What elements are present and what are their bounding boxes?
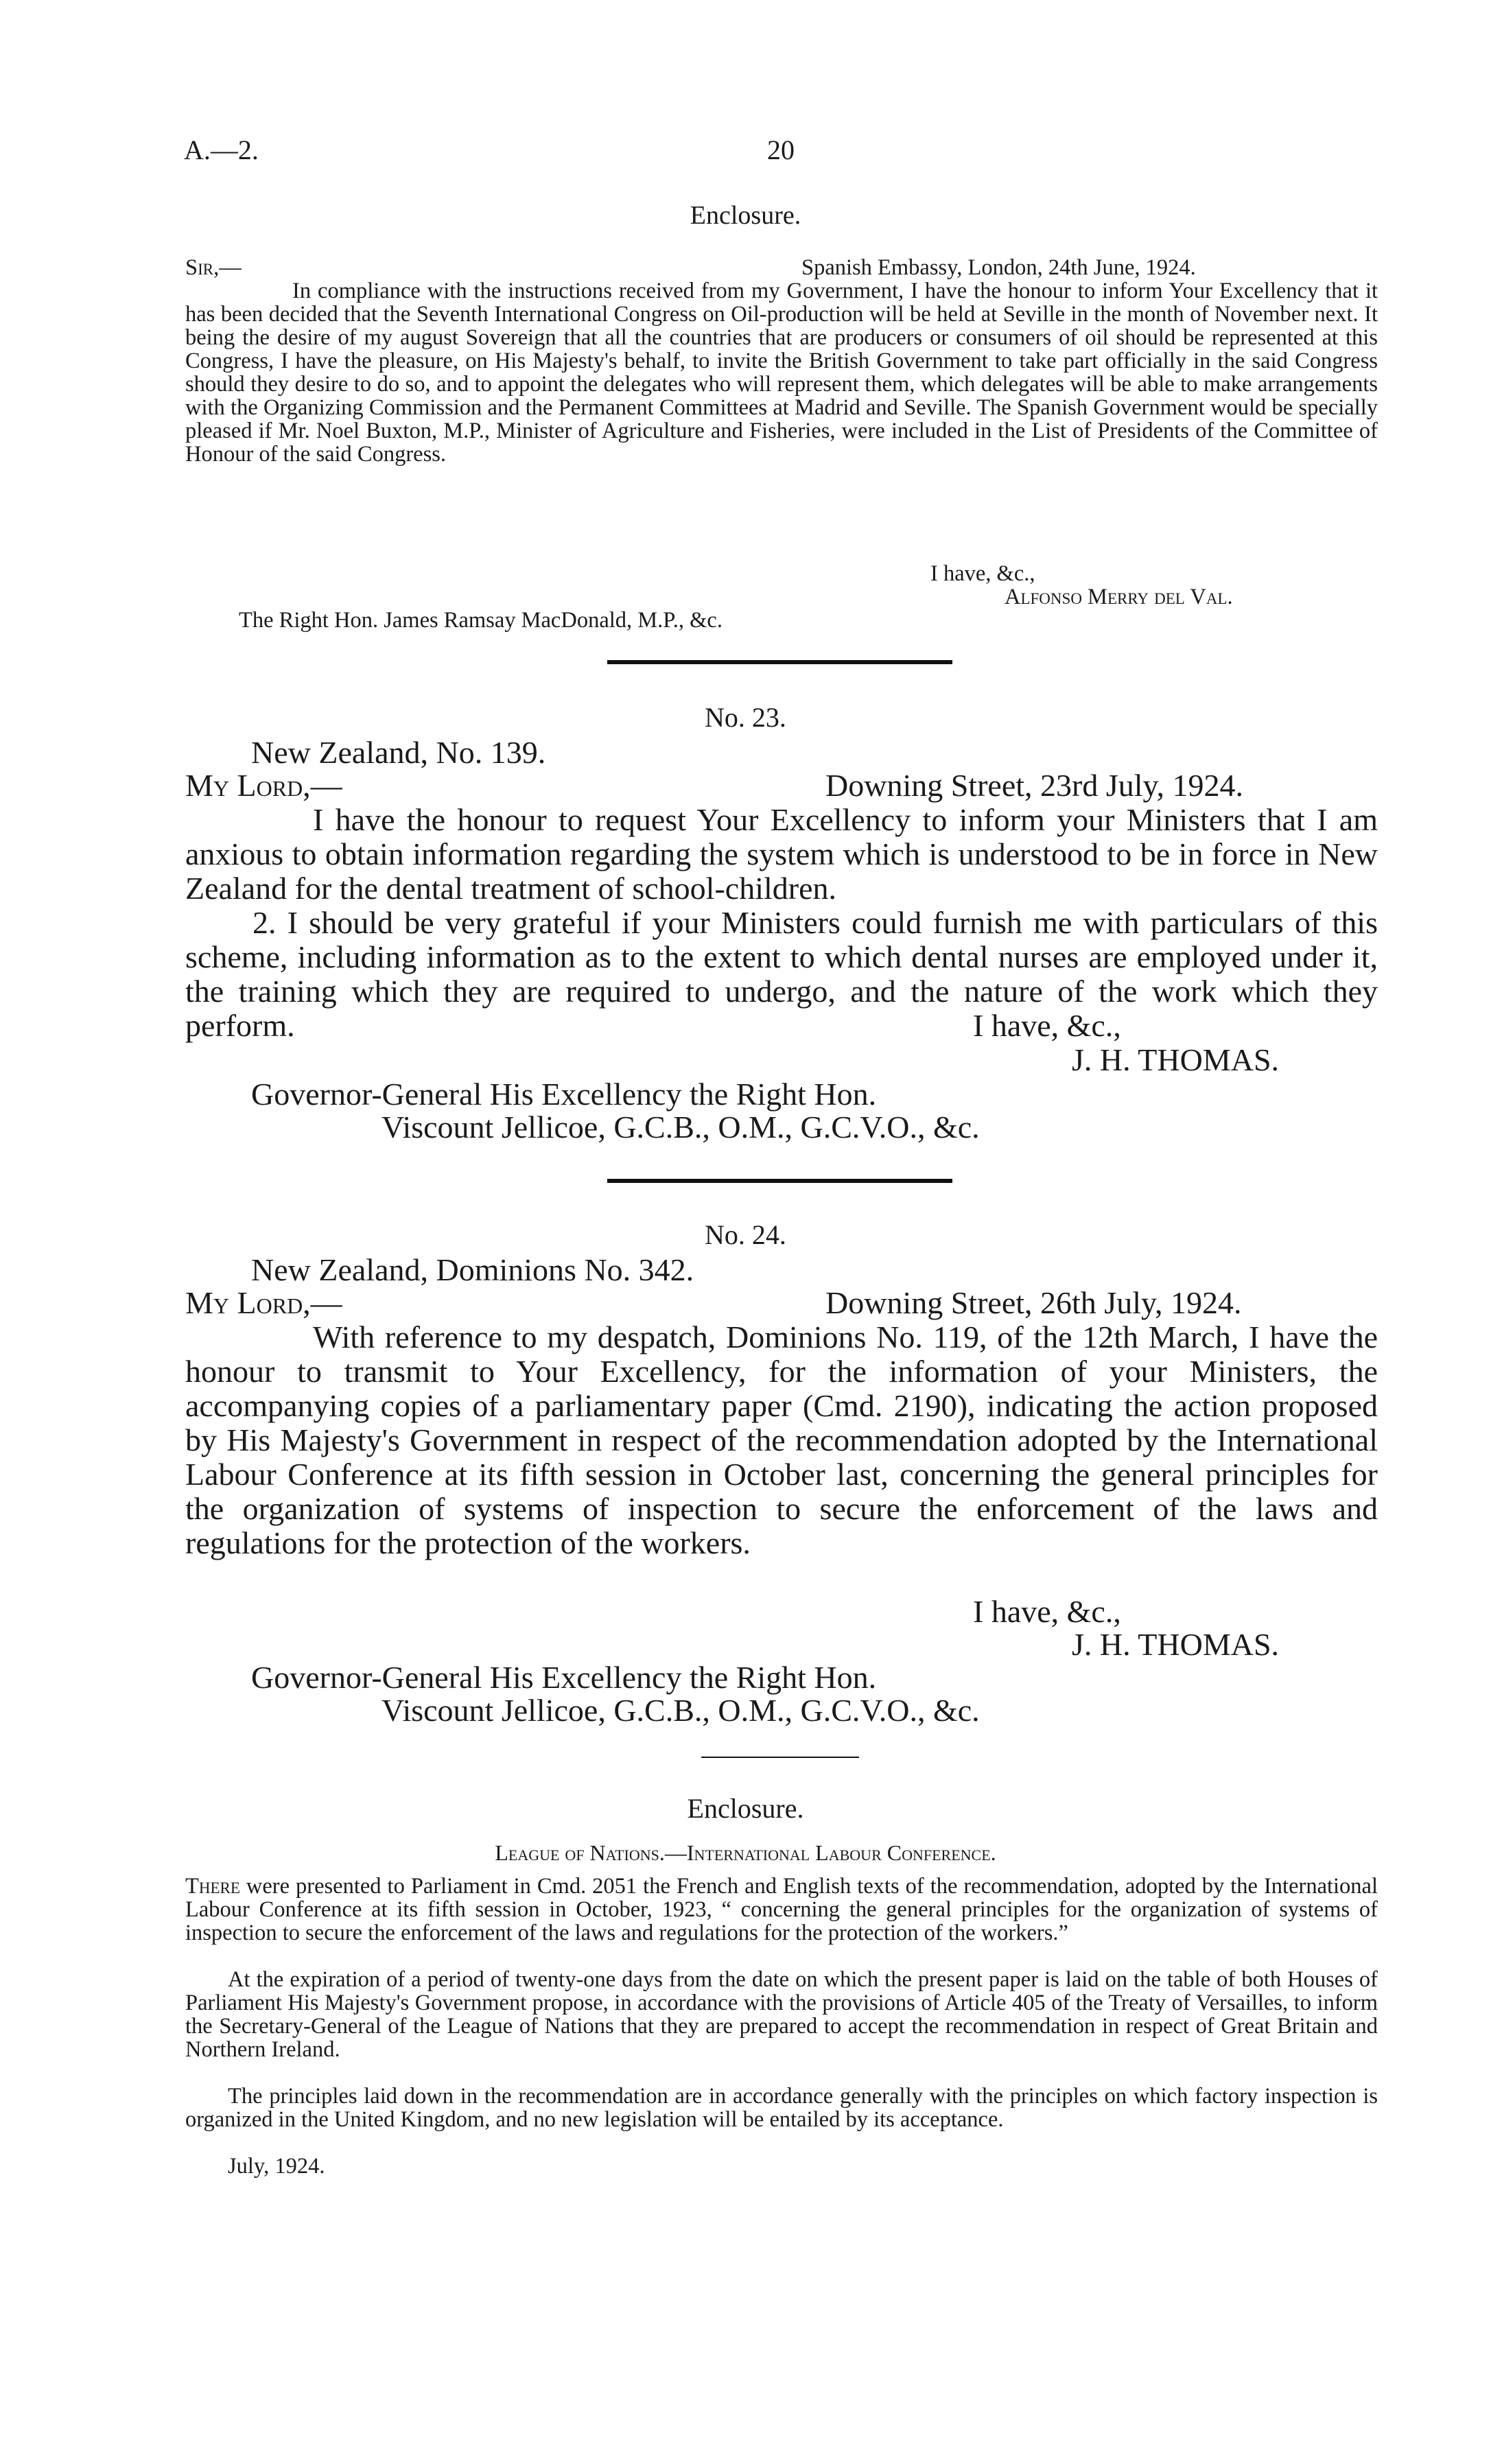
lead-word: There (185, 1874, 240, 1899)
sender-address: Downing Street, 23rd July, 1924. (825, 768, 1244, 803)
closing: I have, &c., (930, 561, 1035, 586)
addressee: Governor-General His Excellency the Right Hon. (251, 1077, 877, 1112)
sender-address: Downing Street, 26th July, 1924. (825, 1285, 1242, 1320)
closing: I have, &c., (973, 1594, 1121, 1629)
letter-paragraph: 2. I should be very grateful if your Ministers could furnish me with particulars of this scheme, including information as to the extent to which dental nurses are employed under it, the training which they are required to undergo, and the nature of the work which they perform. (185, 905, 1378, 1043)
enclosure-subheading: League of Nations.—International Labour Conference. (495, 1840, 996, 1865)
enclosure-date: July, 1924. (228, 2154, 325, 2179)
despatch-reference: New Zealand, No. 139. (251, 735, 546, 770)
signature: Alfonso Merry del Val. (1005, 585, 1233, 609)
enclosure-heading: Enclosure. (690, 201, 801, 230)
closing: I have, &c., (973, 1008, 1121, 1043)
enclosure-paragraph: At the expiration of a period of twenty-one days from the date on which the present paper is laid on the table of both Houses of Parliament His Majesty's Government propose, in accordance with the provisions of Article 405 of the Treaty of Versailles, to inform the Secretary-General of the League of Nations that they are prepared to accept the recommendation in respect of Great Britain and Northern Ireland. (185, 1967, 1378, 2062)
salutation: Sir,— (185, 255, 242, 280)
enclosure-paragraph: The principles laid down in the recommendation are in accordance generally with the principles on which factory inspection is organized in the United Kingdom, and no new legislation will be entailed by its acceptance. (185, 2084, 1378, 2132)
despatch-number: No. 23. (705, 702, 786, 733)
letter-paragraph: With reference to my despatch, Dominions No. 119, of the 12th March, I have the honour to transmit to Your Excellency, for the information of your Ministers, the accompanying copies of a parliamentary paper (Cmd. 2190), indicating the action proposed by His Majesty's Government in respect of the recommendation adopted by the International Labour Conference at its fifth session in October last, concerning the general principles for the organization of systems of inspection to secure the enforcement of the laws and regulations for the protection of the workers. (185, 1319, 1378, 1560)
section-divider (607, 660, 952, 664)
addressee: Viscount Jellicoe, G.C.B., O.M., G.C.V.O., &c. (381, 1693, 980, 1728)
salutation: My Lord,— (185, 1285, 342, 1320)
page-number: 20 (767, 134, 795, 165)
letter-body: In compliance with the instructions received from my Government, I have the honour to inform Your Excellency that it has been decided that the Seventh International Congress on Oil-production will be held at Seville in the month of November next. It being the desire of my august Sovereign that all the countries that are producers or consumers of oil should be represented at this Congress, I have the pleasure, on His Majesty's behalf, to invite the British Government to take part officially in the said Congress should they desire to do so, and to appoint the delegates who will represent them, which delegates will be able to make arrangements with the Organizing Commission and the Permanent Committees at Madrid and Seville. The Spanish Government would be specially pleased if Mr. Noel Buxton, M.P., Minister of Agriculture and Fisheries, were included in the List of Presidents of the Committee of Honour of the said Congress. (185, 279, 1378, 467)
addressee: Governor-General His Excellency the Right Hon. (251, 1660, 877, 1695)
signature: J. H. THOMAS. (1072, 1627, 1280, 1662)
section-divider (607, 1179, 952, 1183)
despatch-reference: New Zealand, Dominions No. 342. (251, 1252, 694, 1287)
letter-paragraph: I have the honour to request Your Excellency to inform your Ministers that I am anxious to obtain information regarding the system which is understood to be in force in New Zealand for the dental treatment of school-children. (185, 802, 1378, 906)
signature: J. H. THOMAS. (1072, 1042, 1280, 1077)
addressee: The Right Hon. James Ramsay MacDonald, M.P., &c. (239, 608, 723, 633)
enclosure-heading: Enclosure. (687, 1793, 804, 1824)
sender-address: Spanish Embassy, London, 24th June, 1924. (801, 255, 1196, 280)
paragraph-text: were presented to Parliament in Cmd. 2051 the French and English texts of the recommendation, adopted by the International Labour Conference at its fifth session in October, 1923, “ concerning the general principles for the organization of systems of inspection to secure the enforcement of the laws and regulations for the protection of the workers.” (185, 1874, 1378, 1945)
document-reference: A.—2. (184, 134, 259, 165)
short-divider (701, 1757, 859, 1758)
salutation: My Lord,— (185, 768, 342, 803)
enclosure-paragraph (185, 1875, 1378, 1945)
addressee: Viscount Jellicoe, G.C.B., O.M., G.C.V.O., &c. (381, 1110, 980, 1145)
despatch-number: No. 24. (705, 1219, 786, 1250)
